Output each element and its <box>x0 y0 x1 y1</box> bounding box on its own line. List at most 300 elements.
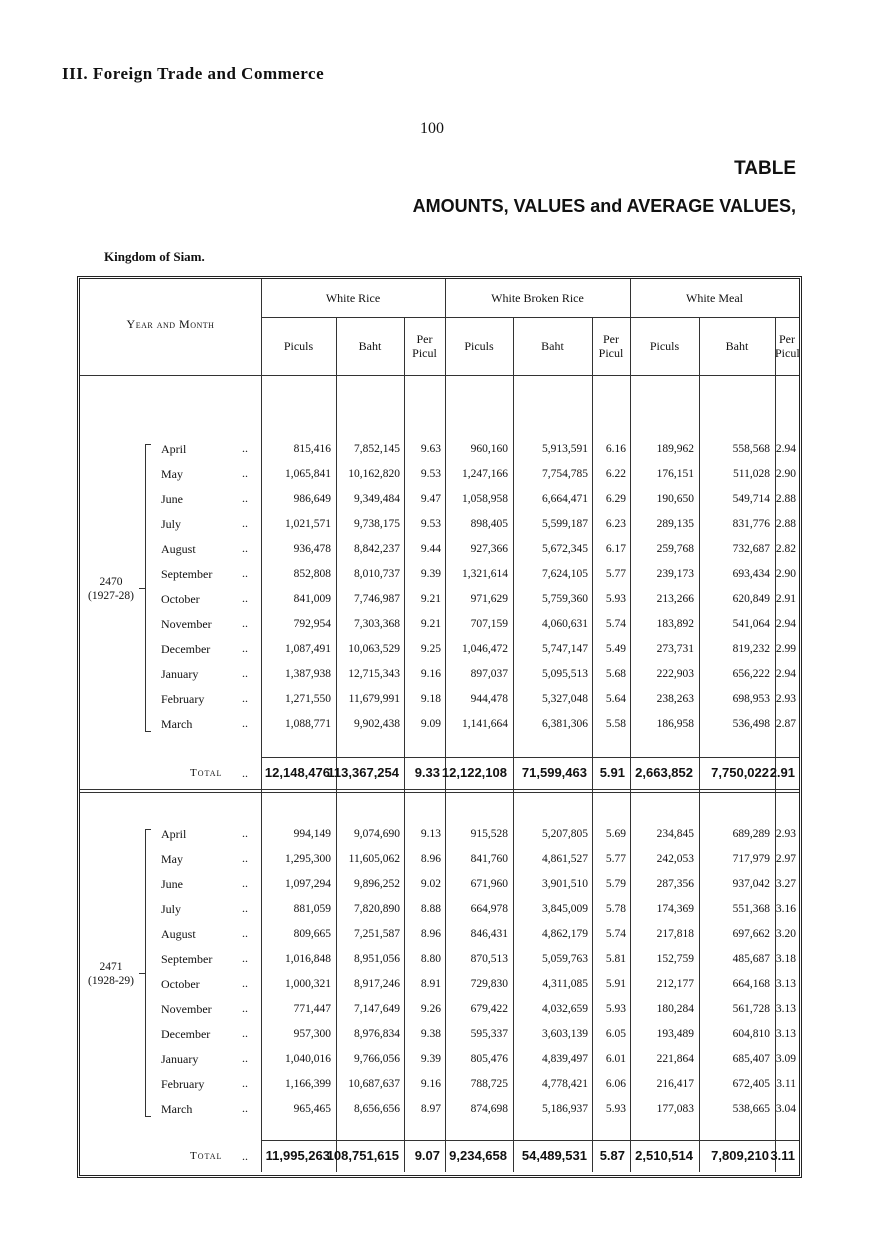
table-cell: 604,810 <box>732 1028 770 1040</box>
table-cell: 538,665 <box>732 1103 770 1115</box>
table-cell: 6.23 <box>605 518 626 530</box>
table-cell: 595,337 <box>470 1028 508 1040</box>
table-cell: 5.77 <box>605 853 626 865</box>
brace-tick <box>145 829 151 830</box>
table-cell: 9.21 <box>420 618 441 630</box>
month-label: April <box>161 442 187 456</box>
leader-dots: .. <box>242 926 248 940</box>
table-cell: 2.88 <box>775 518 796 530</box>
table-cell: 697,662 <box>732 928 770 940</box>
total-cell: 5.91 <box>599 765 625 780</box>
table-cell: 5,747,147 <box>542 643 588 655</box>
table-cell: 3.13 <box>775 1028 796 1040</box>
column-divider <box>630 279 631 1172</box>
table-cell: 717,979 <box>732 853 770 865</box>
table-cell: 2.82 <box>775 543 796 555</box>
leader-dots: .. <box>242 491 248 505</box>
table-cell: 180,284 <box>656 1003 694 1015</box>
table-cell: 9.13 <box>420 828 441 840</box>
table-cell: 965,465 <box>293 1103 331 1115</box>
table-cell: 9.53 <box>420 518 441 530</box>
total-cell: 11,995,263 <box>265 1148 330 1163</box>
column-divider <box>261 279 262 1172</box>
total-cell: 3.11 <box>770 1148 795 1163</box>
table-cell: 2.91 <box>775 593 796 605</box>
leader-dots: .. <box>242 876 248 890</box>
table-cell: 689,289 <box>732 828 770 840</box>
total-cell: 54,489,531 <box>521 1148 587 1163</box>
table-cell: 7,820,890 <box>354 903 400 915</box>
table-cell: 186,958 <box>656 718 694 730</box>
table-cell: 287,356 <box>656 878 694 890</box>
subheader-baht: Baht <box>541 339 564 353</box>
table-cell: 1,247,166 <box>462 468 508 480</box>
table-cell: 6.29 <box>605 493 626 505</box>
table-cell: 1,087,491 <box>285 643 331 655</box>
kingdom-label: Kingdom of Siam. <box>104 249 205 264</box>
leader-dots: .. <box>242 1149 248 1163</box>
table-cell: 944,478 <box>470 693 508 705</box>
table-cell: 7,303,368 <box>354 618 400 630</box>
column-divider <box>699 317 700 1172</box>
table-cell: 831,776 <box>732 518 770 530</box>
table-cell: 1,166,399 <box>285 1078 331 1090</box>
total-cell: 2,663,852 <box>635 765 693 780</box>
column-divider <box>404 317 405 1172</box>
leader-dots: .. <box>242 466 248 480</box>
leader-dots: .. <box>242 566 248 580</box>
table-cell: 9.38 <box>420 1028 441 1040</box>
table-cell: 1,040,016 <box>285 1053 331 1065</box>
table-cell: 2.90 <box>775 568 796 580</box>
subheader-piculs: Piculs <box>649 339 680 353</box>
table-cell: 174,369 <box>656 903 694 915</box>
table-cell: 5.58 <box>605 718 626 730</box>
table-cell: 846,431 <box>470 928 508 940</box>
table-cell: 672,405 <box>732 1078 770 1090</box>
month-label: March <box>161 717 193 731</box>
table-cell: 217,818 <box>656 928 694 940</box>
table-cell: 9.09 <box>420 718 441 730</box>
table-cell: 189,962 <box>656 443 694 455</box>
table-cell: 693,434 <box>732 568 770 580</box>
table-cell: 809,665 <box>293 928 331 940</box>
table-cell: 7,746,987 <box>354 593 400 605</box>
table-cell: 707,159 <box>470 618 508 630</box>
table-cell: 1,271,550 <box>285 693 331 705</box>
table-cell: 8.80 <box>420 953 441 965</box>
group-header: White Broken Rice <box>491 291 584 305</box>
table-cell: 960,160 <box>470 443 508 455</box>
total-cell: 71,599,463 <box>521 765 587 780</box>
table-cell: 620,849 <box>732 593 770 605</box>
table-cell: 9.44 <box>420 543 441 555</box>
total-cell: 9,234,658 <box>449 1148 507 1163</box>
table-cell: 536,498 <box>732 718 770 730</box>
table-cell: 792,954 <box>293 618 331 630</box>
table-cell: 7,852,145 <box>354 443 400 455</box>
table-cell: 3.27 <box>775 878 796 890</box>
leader-dots: .. <box>242 591 248 605</box>
table-cell: 788,725 <box>470 1078 508 1090</box>
leader-dots: .. <box>242 951 248 965</box>
subheader-piculs: Piculs <box>464 339 494 353</box>
table-cell: 9,902,438 <box>354 718 400 730</box>
leader-dots: .. <box>242 441 248 455</box>
table-cell: 1,295,300 <box>285 853 331 865</box>
table-cell: 5.79 <box>605 878 626 890</box>
table-cell: 1,387,938 <box>285 668 331 680</box>
column-divider <box>336 317 337 1172</box>
table-cell: 9,349,484 <box>354 493 400 505</box>
table-cell: 6.16 <box>605 443 626 455</box>
year-month-header: Year and Month <box>126 317 215 331</box>
table-cell: 5.91 <box>605 978 626 990</box>
table-cell: 2.93 <box>775 693 796 705</box>
total-cell: 9.07 <box>414 1148 440 1163</box>
table-cell: 994,149 <box>293 828 331 840</box>
table-cell: 5.74 <box>605 928 626 940</box>
table-cell: 1,097,294 <box>285 878 331 890</box>
year-label: 2470 (1927-28) <box>88 576 134 602</box>
month-label: October <box>161 592 200 606</box>
table-cell: 8.97 <box>420 1103 441 1115</box>
table-cell: 732,687 <box>732 543 770 555</box>
table-cell: 2.87 <box>775 718 796 730</box>
table-cell: 5,759,360 <box>542 593 588 605</box>
table-cell: 238,263 <box>656 693 694 705</box>
table-cell: 936,478 <box>293 543 331 555</box>
table-cell: 3.20 <box>775 928 796 940</box>
table-cell: 771,447 <box>293 1003 331 1015</box>
table-cell: 511,028 <box>733 468 770 480</box>
leader-dots: .. <box>242 976 248 990</box>
month-label: March <box>161 1102 193 1116</box>
table-cell: 11,605,062 <box>348 853 400 865</box>
leader-dots: .. <box>242 666 248 680</box>
table-cell: 5.93 <box>605 1003 626 1015</box>
leader-dots: .. <box>242 826 248 840</box>
table-cell: 9,738,175 <box>354 518 400 530</box>
total-cell: 108,751,615 <box>326 1148 399 1163</box>
header-group-line <box>261 317 799 318</box>
column-divider <box>592 317 593 1172</box>
table-cell: 6.06 <box>605 1078 626 1090</box>
table-cell: 5.74 <box>605 618 626 630</box>
month-label: June <box>161 877 183 891</box>
trade-table <box>77 276 802 1178</box>
total-cell: 2,510,514 <box>635 1148 693 1163</box>
month-label: September <box>161 567 213 581</box>
table-cell: 176,151 <box>656 468 694 480</box>
month-label: February <box>161 1077 205 1091</box>
table-cell: 897,037 <box>470 668 508 680</box>
leader-dots: .. <box>242 716 248 730</box>
table-cell: 4,862,179 <box>542 928 588 940</box>
total-cell: 5.87 <box>599 1148 625 1163</box>
table-cell: 1,141,664 <box>462 718 508 730</box>
month-label: August <box>161 927 196 941</box>
table-cell: 6.17 <box>605 543 626 555</box>
table-cell: 5,913,591 <box>542 443 588 455</box>
table-cell: 927,366 <box>470 543 508 555</box>
table-cell: 193,489 <box>656 1028 694 1040</box>
table-cell: 273,731 <box>656 643 694 655</box>
month-label: June <box>161 492 183 506</box>
table-cell: 8,010,737 <box>354 568 400 580</box>
leader-dots: .. <box>242 641 248 655</box>
table-cell: 1,016,848 <box>285 953 331 965</box>
table-cell: 216,417 <box>656 1078 694 1090</box>
table-cell: 937,042 <box>732 878 770 890</box>
total-label: Total <box>190 767 223 779</box>
table-cell: 7,147,649 <box>354 1003 400 1015</box>
table-cell: 234,845 <box>656 828 694 840</box>
month-label: May <box>161 467 183 481</box>
total-cell: 7,750,022 <box>711 765 769 780</box>
month-label: January <box>161 667 199 681</box>
table-cell: 222,903 <box>656 668 694 680</box>
table-cell: 8,917,246 <box>354 978 400 990</box>
table-cell: 1,058,958 <box>462 493 508 505</box>
column-divider <box>445 279 446 1172</box>
leader-dots: .. <box>242 691 248 705</box>
table-cell: 8,976,834 <box>354 1028 400 1040</box>
table-cell: 870,513 <box>470 953 508 965</box>
table-cell: 9,766,056 <box>354 1053 400 1065</box>
table-cell: 10,162,820 <box>348 468 400 480</box>
table-cell: 5,672,345 <box>542 543 588 555</box>
leader-dots: .. <box>242 1026 248 1040</box>
table-cell: 3,845,009 <box>542 903 588 915</box>
leader-dots: .. <box>242 516 248 530</box>
table-cell: 841,009 <box>293 593 331 605</box>
table-cell: 9.21 <box>420 593 441 605</box>
table-cell: 177,083 <box>656 1103 694 1115</box>
table-cell: 6.01 <box>605 1053 626 1065</box>
total-cell: 12,148,476 <box>264 765 330 780</box>
table-cell: 2.94 <box>775 668 796 680</box>
table-cell: 6.05 <box>605 1028 626 1040</box>
group-header: White Rice <box>325 291 381 305</box>
total-cell: 113,367,254 <box>327 765 399 780</box>
month-label: February <box>161 692 205 706</box>
table-cell: 190,650 <box>656 493 694 505</box>
table-cell: 3.11 <box>776 1078 796 1090</box>
table-cell: 5,327,048 <box>542 693 588 705</box>
table-cell: 1,000,321 <box>285 978 331 990</box>
month-label: December <box>161 1027 211 1041</box>
table-cell: 7,624,105 <box>542 568 588 580</box>
table-cell: 9.18 <box>420 693 441 705</box>
table-cell: 7,251,587 <box>354 928 400 940</box>
table-cell: 8.96 <box>420 853 441 865</box>
table-cell: 819,232 <box>732 643 770 655</box>
table-cell: 986,649 <box>293 493 331 505</box>
table-cell: 5,207,805 <box>542 828 588 840</box>
table-cell: 5.93 <box>605 593 626 605</box>
table-caption: AMOUNTS, VALUES and AVERAGE VALUES, <box>412 196 796 216</box>
month-label: December <box>161 642 211 656</box>
table-cell: 242,053 <box>656 853 694 865</box>
total-cell: 9.33 <box>414 765 440 780</box>
month-label: October <box>161 977 200 991</box>
month-label: January <box>161 1052 199 1066</box>
year-label: 2471 (1928-29) <box>88 961 134 987</box>
table-cell: 9,074,690 <box>354 828 400 840</box>
table-cell: 1,065,841 <box>285 468 331 480</box>
table-cell: 4,861,527 <box>542 853 588 865</box>
table-cell: 2.94 <box>775 443 796 455</box>
month-label: April <box>161 827 187 841</box>
month-label: November <box>161 1002 212 1016</box>
brace-tick <box>145 731 151 732</box>
table-cell: 852,808 <box>293 568 331 580</box>
table-cell: 10,063,529 <box>348 643 400 655</box>
table-cell: 549,714 <box>732 493 770 505</box>
month-label: August <box>161 542 196 556</box>
table-cell: 561,728 <box>732 1003 770 1015</box>
table-cell: 5.77 <box>605 568 626 580</box>
total-rule <box>261 1140 799 1141</box>
leader-dots: .. <box>242 616 248 630</box>
year-brace <box>145 444 146 731</box>
table-cell: 213,266 <box>656 593 694 605</box>
table-cell: 3.13 <box>775 1003 796 1015</box>
table-cell: 881,059 <box>293 903 331 915</box>
table-cell: 5.64 <box>605 693 626 705</box>
total-rule <box>261 757 799 758</box>
table-label: TABLE <box>734 158 796 179</box>
page-number: 100 <box>420 120 444 137</box>
leader-dots: .. <box>242 901 248 915</box>
table-cell: 7,754,785 <box>542 468 588 480</box>
table-cell: 5,095,513 <box>542 668 588 680</box>
table-cell: 8.88 <box>420 903 441 915</box>
table-cell: 874,698 <box>470 1103 508 1115</box>
table-cell: 4,032,659 <box>542 1003 588 1015</box>
table-cell: 485,687 <box>732 953 770 965</box>
table-cell: 1,046,472 <box>462 643 508 655</box>
period-separator <box>80 789 799 793</box>
table-cell: 5,599,187 <box>542 518 588 530</box>
subheader-piculs: Piculs <box>283 339 314 353</box>
group-header: White Meal <box>686 291 743 305</box>
total-label: Total <box>190 1150 223 1162</box>
table-cell: 558,568 <box>732 443 770 455</box>
table-cell: 11,679,991 <box>348 693 400 705</box>
table-cell: 3.13 <box>775 978 796 990</box>
table-cell: 3.18 <box>775 953 796 965</box>
table-cell: 12,715,343 <box>348 668 400 680</box>
table-cell: 698,953 <box>732 693 770 705</box>
leader-dots: .. <box>242 851 248 865</box>
table-cell: 3.04 <box>775 1103 796 1115</box>
table-cell: 2.93 <box>775 828 796 840</box>
leader-dots: .. <box>242 1051 248 1065</box>
table-cell: 8,656,656 <box>354 1103 400 1115</box>
table-cell: 551,368 <box>732 903 770 915</box>
table-cell: 957,300 <box>293 1028 331 1040</box>
table-cell: 2.97 <box>775 853 796 865</box>
table-cell: 671,960 <box>470 878 508 890</box>
subheader-per-picul: Per Picul <box>598 332 624 360</box>
total-cell: 7,809,210 <box>711 1148 769 1163</box>
table-cell: 212,177 <box>656 978 694 990</box>
table-cell: 9.39 <box>420 568 441 580</box>
table-cell: 679,422 <box>470 1003 508 1015</box>
month-label: July <box>161 902 182 916</box>
leader-dots: .. <box>242 1076 248 1090</box>
table-cell: 3,901,510 <box>542 878 588 890</box>
brace-tick <box>145 1116 151 1117</box>
table-cell: 9.47 <box>420 493 441 505</box>
column-divider <box>513 317 514 1172</box>
table-cell: 9.53 <box>420 468 441 480</box>
year-brace <box>145 829 146 1116</box>
leader-dots: .. <box>242 1001 248 1015</box>
table-cell: 6.22 <box>605 468 626 480</box>
table-cell: 4,839,497 <box>542 1053 588 1065</box>
leader-dots: .. <box>242 766 248 780</box>
table-cell: 841,760 <box>470 853 508 865</box>
table-cell: 9.63 <box>420 443 441 455</box>
month-label: November <box>161 617 212 631</box>
table-cell: 8.91 <box>420 978 441 990</box>
leader-dots: .. <box>242 1101 248 1115</box>
table-cell: 8.96 <box>420 928 441 940</box>
brace-tick <box>145 444 151 445</box>
table-cell: 259,768 <box>656 543 694 555</box>
table-cell: 4,778,421 <box>542 1078 588 1090</box>
table-cell: 1,321,614 <box>462 568 508 580</box>
table-cell: 2.90 <box>775 468 796 480</box>
table-cell: 10,687,637 <box>348 1078 400 1090</box>
table-cell: 5.49 <box>605 643 626 655</box>
subheader-baht: Baht <box>725 339 749 353</box>
month-label: May <box>161 852 183 866</box>
table-cell: 152,759 <box>656 953 694 965</box>
table-cell: 5.69 <box>605 828 626 840</box>
total-cell: 2.91 <box>769 765 795 780</box>
table-cell: 2.99 <box>775 643 796 655</box>
table-cell: 5.78 <box>605 903 626 915</box>
leader-dots: .. <box>242 541 248 555</box>
table-cell: 805,476 <box>470 1053 508 1065</box>
subheader-baht: Baht <box>358 339 382 353</box>
month-label: September <box>161 952 213 966</box>
table-cell: 9.39 <box>420 1053 441 1065</box>
subheader-per-picul: Per Picul <box>412 332 437 360</box>
table-cell: 2.88 <box>775 493 796 505</box>
table-cell: 221,864 <box>656 1053 694 1065</box>
table-cell: 664,978 <box>470 903 508 915</box>
table-cell: 664,168 <box>732 978 770 990</box>
table-cell: 3.16 <box>775 903 796 915</box>
table-cell: 183,892 <box>656 618 694 630</box>
table-cell: 8,842,237 <box>354 543 400 555</box>
total-cell: 12,122,108 <box>441 765 507 780</box>
table-cell: 4,311,085 <box>542 978 588 990</box>
table-cell: 685,407 <box>732 1053 770 1065</box>
table-cell: 815,416 <box>293 443 331 455</box>
table-cell: 541,064 <box>732 618 770 630</box>
table-cell: 2.94 <box>775 618 796 630</box>
table-cell: 9.02 <box>420 878 441 890</box>
table-cell: 3.09 <box>775 1053 796 1065</box>
table-cell: 5.93 <box>605 1103 626 1115</box>
table-cell: 239,173 <box>656 568 694 580</box>
